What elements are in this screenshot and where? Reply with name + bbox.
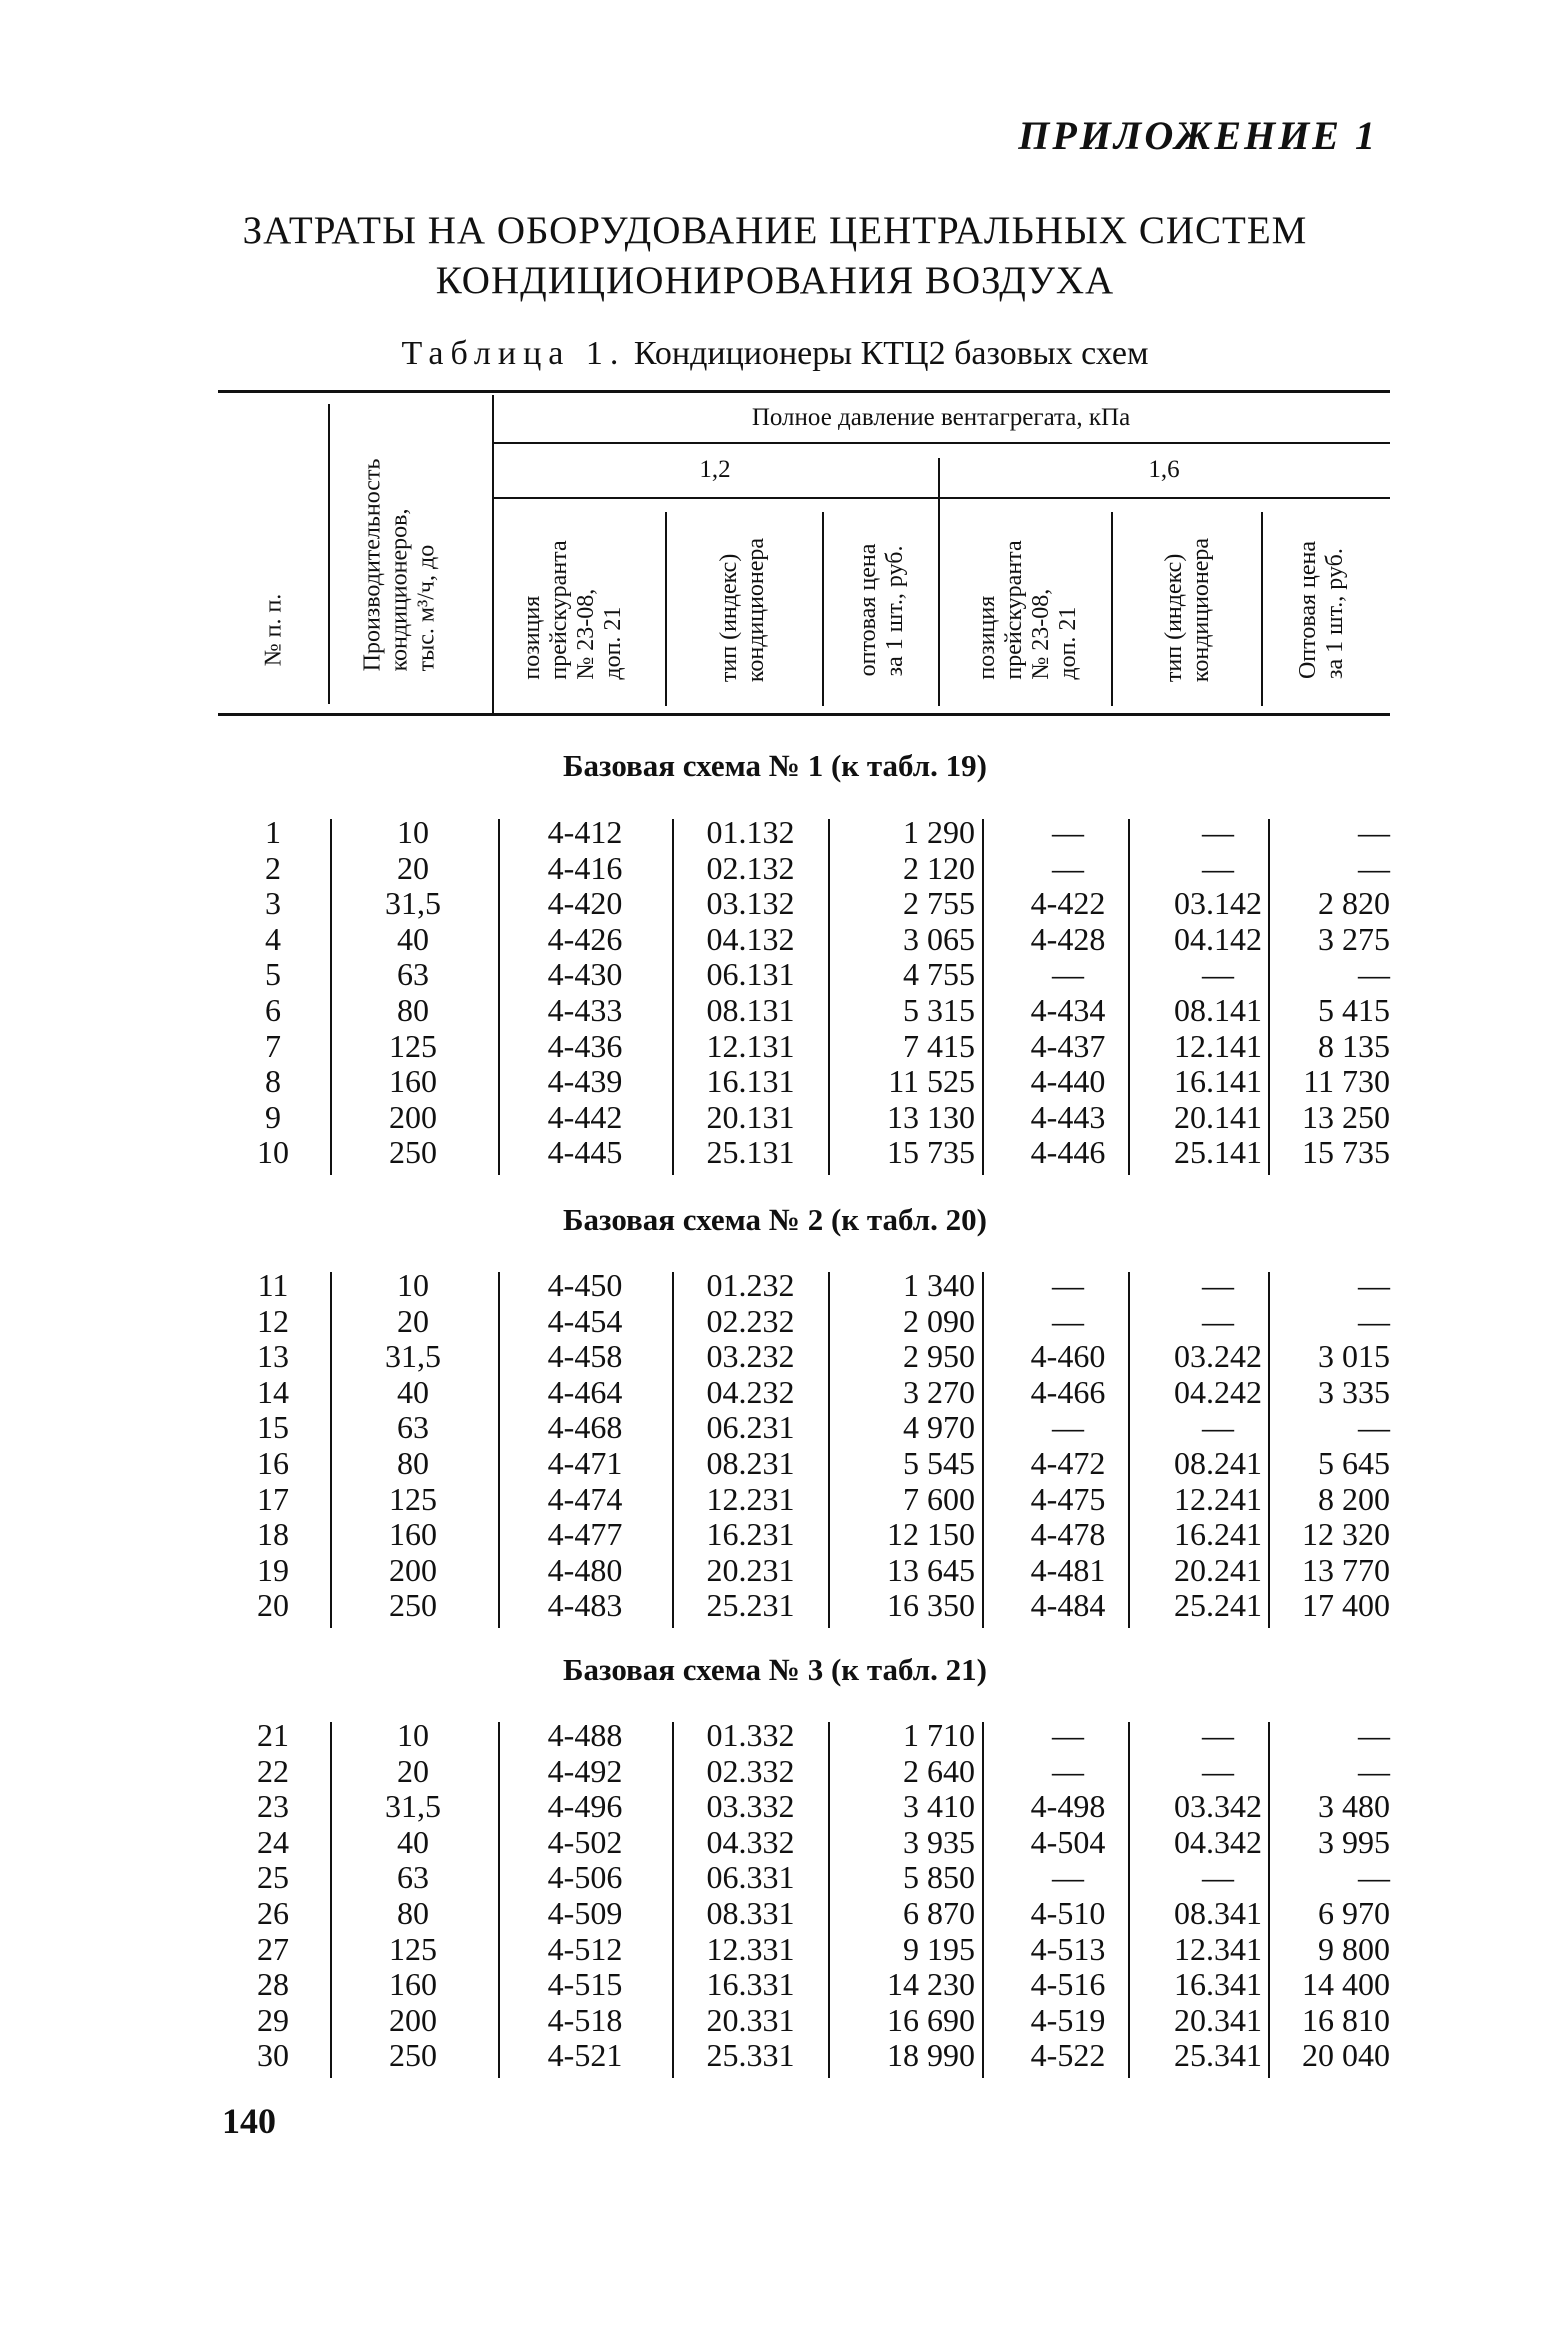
cell-type-1-2: 01.332 <box>706 1717 795 1753</box>
cell-price-1-6: 11 730 <box>1303 1063 1390 1100</box>
cell-capacity: 250 <box>389 1134 437 1171</box>
cell-position-1-2: 4-468 <box>547 1409 623 1446</box>
cell-type-1-2: 16.131 <box>706 1063 795 1100</box>
cell-position-1-6: — <box>1052 1409 1084 1446</box>
table-row <box>218 1410 1390 1446</box>
cell-position-1-6: 4-443 <box>1030 1098 1106 1135</box>
header-position-2: позиция прейскуранта № 23-08, доп. 21 <box>974 540 1081 680</box>
table-row <box>218 1789 1390 1825</box>
cell-type-1-6: — <box>1202 1859 1234 1896</box>
table-row <box>218 1304 1390 1340</box>
cell-type-1-2: 12.231 <box>706 1480 795 1517</box>
cell-row-number: 16 <box>257 1445 289 1481</box>
cell-capacity: 40 <box>397 1373 429 1410</box>
cell-position-1-2: 4-416 <box>547 849 623 886</box>
cell-type-1-2: 03.132 <box>706 885 795 922</box>
cell-price-1-6: — <box>1358 814 1390 850</box>
title-line-1: ЗАТРАТЫ НА ОБОРУДОВАНИЕ ЦЕНТРАЛЬНЫХ СИСТЕМ <box>242 209 1308 252</box>
cell-type-1-2: 25.331 <box>706 2037 795 2074</box>
cell-position-1-2: 4-412 <box>547 814 623 850</box>
cell-row-number: 13 <box>257 1338 289 1375</box>
cell-row-number: 22 <box>257 1752 289 1789</box>
cell-position-1-6: 4-437 <box>1030 1027 1106 1064</box>
cell-position-1-6: — <box>1052 849 1084 886</box>
cell-price-1-6: — <box>1358 956 1390 993</box>
cell-position-1-2: 4-442 <box>547 1098 623 1135</box>
cell-capacity: 200 <box>389 1551 437 1588</box>
cell-type-1-2: 06.331 <box>706 1859 795 1896</box>
cell-type-1-6: — <box>1202 849 1234 886</box>
cell-price-1-2: 5 850 <box>903 1859 975 1896</box>
cell-type-1-2: 12.331 <box>706 1930 795 1967</box>
cell-type-1-6: 16.341 <box>1174 1966 1262 2003</box>
cell-type-1-2: 08.231 <box>706 1445 795 1481</box>
cell-price-1-2: 4 970 <box>903 1409 975 1446</box>
section-table <box>218 1268 1390 1632</box>
cell-position-1-2: 4-450 <box>547 1267 623 1303</box>
cell-type-1-2: 20.131 <box>706 1098 795 1135</box>
cell-row-number: 4 <box>265 920 281 957</box>
table-row <box>218 1446 1390 1482</box>
table-row <box>218 851 1390 887</box>
cell-capacity: 125 <box>389 1480 437 1517</box>
cell-type-1-2: 08.131 <box>706 992 795 1028</box>
cell-row-number: 19 <box>257 1551 289 1588</box>
cell-position-1-6: — <box>1052 1267 1084 1303</box>
header-price-2: Оптовая цена за 1 шт., руб. <box>1295 540 1348 680</box>
cell-position-1-6: 4-478 <box>1030 1516 1106 1553</box>
cell-position-1-2: 4-426 <box>547 920 623 957</box>
cell-price-1-2: 2 640 <box>903 1752 975 1789</box>
cell-price-1-2: 2 755 <box>903 885 975 922</box>
cell-type-1-6: 08.241 <box>1174 1445 1262 1481</box>
cell-position-1-2: 4-454 <box>547 1302 623 1339</box>
table-row <box>218 2038 1390 2074</box>
cell-capacity: 160 <box>389 1516 437 1553</box>
header-type-2: тип (индекс) кондиционера <box>1161 537 1214 683</box>
cell-capacity: 80 <box>397 992 429 1028</box>
cell-type-1-6: — <box>1202 814 1234 850</box>
cell-position-1-6: — <box>1052 1717 1084 1753</box>
cell-type-1-2: 06.131 <box>706 956 795 993</box>
cell-type-1-2: 20.231 <box>706 1551 795 1588</box>
cell-price-1-2: 5 545 <box>903 1445 975 1481</box>
cell-position-1-6: — <box>1052 814 1084 850</box>
table-row <box>218 1268 1390 1304</box>
cell-position-1-6: 4-428 <box>1030 920 1106 957</box>
cell-price-1-6: 17 400 <box>1302 1587 1390 1624</box>
cell-capacity: 200 <box>389 1098 437 1135</box>
cell-type-1-6: 25.341 <box>1174 2037 1262 2074</box>
cell-price-1-2: 14 230 <box>887 1966 975 2003</box>
cell-price-1-6: — <box>1358 1859 1390 1896</box>
cell-price-1-2: 16 690 <box>887 2001 975 2038</box>
cell-type-1-2: 04.132 <box>706 920 795 957</box>
cell-price-1-2: 7 415 <box>903 1027 975 1064</box>
header-pressure-1-6: 1,6 <box>1148 456 1180 483</box>
cell-position-1-2: 4-521 <box>547 2037 623 2074</box>
cell-price-1-6: — <box>1358 1267 1390 1303</box>
section-title: Базовая схема № 3 (к табл. 21) <box>563 1652 987 1687</box>
header-pressure-1-2: 1,2 <box>699 456 731 483</box>
cell-row-number: 27 <box>257 1930 289 1967</box>
cell-capacity: 31,5 <box>385 885 441 922</box>
cell-row-number: 10 <box>257 1134 289 1171</box>
cell-row-number: 20 <box>257 1587 289 1624</box>
cell-price-1-2: 1 340 <box>903 1267 975 1303</box>
table-row <box>218 1482 1390 1518</box>
cell-price-1-2: 7 600 <box>903 1480 975 1517</box>
cell-type-1-2: 12.131 <box>706 1027 795 1064</box>
cell-price-1-6: 14 400 <box>1302 1966 1390 2003</box>
cell-position-1-2: 4-471 <box>547 1445 623 1481</box>
cell-position-1-6: — <box>1052 1752 1084 1789</box>
cell-type-1-6: 20.241 <box>1174 1551 1262 1588</box>
table-row <box>218 1135 1390 1171</box>
cell-row-number: 2 <box>265 849 281 886</box>
cell-capacity: 200 <box>389 2001 437 2038</box>
cell-price-1-6: 13 250 <box>1302 1098 1390 1135</box>
cell-capacity: 31,5 <box>385 1338 441 1375</box>
cell-capacity: 10 <box>397 1717 429 1753</box>
table-row <box>218 886 1390 922</box>
cell-capacity: 31,5 <box>385 1788 441 1825</box>
cell-row-number: 8 <box>265 1063 281 1100</box>
page-title <box>0 206 1550 306</box>
cell-price-1-6: 5 645 <box>1318 1445 1390 1481</box>
cell-row-number: 3 <box>265 885 281 922</box>
cell-row-number: 29 <box>257 2001 289 2038</box>
cell-type-1-6: 16.141 <box>1174 1063 1262 1100</box>
page-number: 140 <box>222 2101 276 2141</box>
cell-capacity: 40 <box>397 1823 429 1860</box>
cell-price-1-2: 13 130 <box>887 1098 975 1135</box>
table-row <box>218 1029 1390 1065</box>
table-row <box>218 1754 1390 1790</box>
cell-price-1-2: 11 525 <box>888 1063 975 1100</box>
cell-price-1-6: 3 480 <box>1318 1788 1390 1825</box>
cell-type-1-6: 08.341 <box>1174 1895 1262 1931</box>
cell-price-1-6: 13 770 <box>1302 1551 1390 1588</box>
cell-price-1-2: 2 120 <box>903 849 975 886</box>
cell-position-1-6: — <box>1052 1302 1084 1339</box>
cell-position-1-6: 4-510 <box>1030 1895 1106 1931</box>
table-row <box>218 1588 1390 1624</box>
cell-type-1-6: 03.342 <box>1174 1788 1262 1825</box>
cell-price-1-6: 8 135 <box>1318 1027 1390 1064</box>
header-price-1: оптовая цена за 1 шт., руб. <box>855 543 908 677</box>
cell-price-1-2: 3 410 <box>903 1788 975 1825</box>
cell-type-1-2: 16.331 <box>706 1966 795 2003</box>
cell-position-1-2: 4-445 <box>547 1134 623 1171</box>
cell-row-number: 24 <box>257 1823 289 1860</box>
cell-type-1-6: 20.341 <box>1174 2001 1262 2038</box>
table-row <box>218 1967 1390 2003</box>
cell-capacity: 20 <box>397 849 429 886</box>
cell-type-1-6: 25.241 <box>1174 1587 1262 1624</box>
table-row <box>218 815 1390 851</box>
cell-capacity: 125 <box>389 1930 437 1967</box>
cell-position-1-2: 4-502 <box>547 1823 623 1860</box>
table-row <box>218 1100 1390 1136</box>
cell-row-number: 9 <box>265 1098 281 1135</box>
cell-type-1-6: 04.242 <box>1174 1373 1262 1410</box>
cell-row-number: 5 <box>265 956 281 993</box>
cell-type-1-6: 12.341 <box>1174 1930 1262 1967</box>
cell-position-1-6: 4-475 <box>1030 1480 1106 1517</box>
cell-position-1-2: 4-477 <box>547 1516 623 1553</box>
cell-type-1-6: 20.141 <box>1174 1098 1262 1135</box>
table-row <box>218 1339 1390 1375</box>
table-caption <box>0 335 1550 373</box>
cell-price-1-6: 15 735 <box>1302 1134 1390 1171</box>
cell-type-1-2: 02.232 <box>706 1302 795 1339</box>
header-pressure: Полное давление вентагрегата, кПа <box>751 404 1131 431</box>
cell-type-1-6: 12.141 <box>1174 1027 1262 1064</box>
cell-price-1-6: 3 335 <box>1318 1373 1390 1410</box>
cell-position-1-6: — <box>1052 956 1084 993</box>
cell-position-1-6: — <box>1052 1859 1084 1896</box>
cell-type-1-6: 08.141 <box>1174 992 1262 1028</box>
cell-type-1-6: 16.241 <box>1174 1516 1262 1553</box>
cell-type-1-6: 03.242 <box>1174 1338 1262 1375</box>
cell-price-1-6: 3 015 <box>1318 1338 1390 1375</box>
appendix-label: ПРИЛОЖЕНИЕ 1 <box>1018 113 1378 158</box>
cell-row-number: 6 <box>265 992 281 1028</box>
cell-type-1-2: 02.132 <box>706 849 795 886</box>
table-row <box>218 957 1390 993</box>
header-position-1: позиция прейскуранта № 23-08, доп. 21 <box>519 540 626 680</box>
cell-price-1-2: 3 065 <box>903 920 975 957</box>
cell-capacity: 10 <box>397 1267 429 1303</box>
cell-position-1-2: 4-464 <box>547 1373 623 1410</box>
header-type-1: тип (индекс) кондиционера <box>716 537 769 683</box>
cell-row-number: 12 <box>257 1302 289 1339</box>
table-row <box>218 922 1390 958</box>
cell-type-1-6: — <box>1202 956 1234 993</box>
cell-capacity: 63 <box>397 956 429 993</box>
cell-position-1-6: 4-472 <box>1030 1445 1106 1481</box>
cell-price-1-2: 6 870 <box>903 1895 975 1931</box>
cell-price-1-6: — <box>1358 1752 1390 1789</box>
cell-price-1-2: 4 755 <box>903 956 975 993</box>
table-row <box>218 1553 1390 1589</box>
cell-position-1-6: 4-522 <box>1030 2037 1106 2074</box>
cell-price-1-6: 6 970 <box>1318 1895 1390 1931</box>
cell-capacity: 125 <box>389 1027 437 1064</box>
table-row <box>218 1517 1390 1553</box>
cell-position-1-2: 4-488 <box>547 1717 623 1753</box>
cell-row-number: 28 <box>257 1966 289 2003</box>
cell-price-1-2: 9 195 <box>903 1930 975 1967</box>
cell-type-1-2: 16.231 <box>706 1516 795 1553</box>
cell-type-1-2: 03.332 <box>706 1788 795 1825</box>
cell-position-1-6: 4-484 <box>1030 1587 1106 1624</box>
cell-price-1-2: 2 090 <box>903 1302 975 1339</box>
cell-type-1-2: 08.331 <box>706 1895 795 1931</box>
table-row <box>218 1375 1390 1411</box>
cell-row-number: 15 <box>257 1409 289 1446</box>
cell-position-1-2: 4-474 <box>547 1480 623 1517</box>
cell-price-1-2: 3 935 <box>903 1823 975 1860</box>
cell-row-number: 23 <box>257 1788 289 1825</box>
cell-capacity: 80 <box>397 1445 429 1481</box>
section-title: Базовая схема № 2 (к табл. 20) <box>563 1202 987 1237</box>
cell-capacity: 160 <box>389 1063 437 1100</box>
table-header <box>218 390 1390 716</box>
cell-price-1-2: 12 150 <box>887 1516 975 1553</box>
cell-position-1-2: 4-496 <box>547 1788 623 1825</box>
cell-price-1-6: 20 040 <box>1302 2037 1390 2074</box>
cell-position-1-2: 4-433 <box>547 992 623 1028</box>
cell-position-1-2: 4-483 <box>547 1587 623 1624</box>
cell-type-1-2: 04.232 <box>706 1373 795 1410</box>
cell-type-1-2: 01.132 <box>706 814 795 850</box>
cell-row-number: 1 <box>265 814 281 850</box>
table-row <box>218 1896 1390 1932</box>
cell-price-1-2: 13 645 <box>887 1551 975 1588</box>
cell-position-1-6: 4-504 <box>1030 1823 1106 1860</box>
cell-price-1-6: 3 275 <box>1318 920 1390 957</box>
cell-price-1-2: 1 710 <box>903 1717 975 1753</box>
header-row-number: № п. п. <box>260 593 287 667</box>
cell-position-1-2: 4-509 <box>547 1895 623 1931</box>
cell-type-1-2: 02.332 <box>706 1752 795 1789</box>
cell-price-1-2: 18 990 <box>887 2037 975 2074</box>
cell-capacity: 250 <box>389 1587 437 1624</box>
cell-price-1-6: 2 820 <box>1318 885 1390 922</box>
cell-position-1-6: 4-498 <box>1030 1788 1106 1825</box>
cell-row-number: 7 <box>265 1027 281 1064</box>
table-caption-text: Кондиционеры КТЦ2 базовых схем <box>633 335 1149 372</box>
cell-position-1-2: 4-512 <box>547 1930 623 1967</box>
cell-type-1-6: — <box>1202 1302 1234 1339</box>
cell-capacity: 20 <box>397 1752 429 1789</box>
cell-position-1-6: 4-513 <box>1030 1930 1106 1967</box>
cell-type-1-6: — <box>1202 1752 1234 1789</box>
cell-row-number: 26 <box>257 1895 289 1931</box>
cell-type-1-6: 03.142 <box>1174 885 1262 922</box>
cell-row-number: 18 <box>257 1516 289 1553</box>
table-caption-label: Таблица 1. <box>401 335 626 372</box>
cell-capacity: 160 <box>389 1966 437 2003</box>
cell-price-1-6: 8 200 <box>1318 1480 1390 1517</box>
table-row <box>218 1932 1390 1968</box>
cell-type-1-2: 25.131 <box>706 1134 795 1171</box>
section-table <box>218 815 1390 1179</box>
cell-position-1-2: 4-515 <box>547 1966 623 2003</box>
cell-capacity: 20 <box>397 1302 429 1339</box>
cell-price-1-2: 2 950 <box>903 1338 975 1375</box>
cell-type-1-2: 01.232 <box>706 1267 795 1303</box>
cell-type-1-6: 04.142 <box>1174 920 1262 957</box>
cell-position-1-2: 4-458 <box>547 1338 623 1375</box>
table-row <box>218 1718 1390 1754</box>
cell-position-1-2: 4-480 <box>547 1551 623 1588</box>
cell-type-1-2: 25.231 <box>706 1587 795 1624</box>
cell-price-1-2: 16 350 <box>887 1587 975 1624</box>
cell-type-1-2: 20.331 <box>706 2001 795 2038</box>
cell-type-1-2: 06.231 <box>706 1409 795 1446</box>
cell-position-1-6: 4-481 <box>1030 1551 1106 1588</box>
cell-type-1-6: — <box>1202 1267 1234 1303</box>
cell-position-1-6: 4-519 <box>1030 2001 1106 2038</box>
cell-type-1-6: — <box>1202 1409 1234 1446</box>
cell-type-1-2: 03.232 <box>706 1338 795 1375</box>
cell-price-1-6: — <box>1358 849 1390 886</box>
cell-price-1-6: 9 800 <box>1318 1930 1390 1967</box>
cell-price-1-6: 3 995 <box>1318 1823 1390 1860</box>
section-title: Базовая схема № 1 (к табл. 19) <box>563 748 987 783</box>
table-row <box>218 1064 1390 1100</box>
title-line-2: КОНДИЦИОНИРОВАНИЯ ВОЗДУХА <box>435 259 1115 302</box>
cell-price-1-6: 16 810 <box>1302 2001 1390 2038</box>
cell-position-1-6: 4-516 <box>1030 1966 1106 2003</box>
cell-type-1-6: 25.141 <box>1174 1134 1262 1171</box>
cell-type-1-6: 04.342 <box>1174 1823 1262 1860</box>
cell-price-1-6: 12 320 <box>1302 1516 1390 1553</box>
table-row <box>218 2003 1390 2039</box>
cell-position-1-6: 4-434 <box>1030 992 1106 1028</box>
table-row <box>218 1860 1390 1896</box>
cell-position-1-2: 4-420 <box>547 885 623 922</box>
header-capacity: Производительность кондиционеров, тыс. м³/ч, до <box>359 458 440 672</box>
cell-position-1-6: 4-422 <box>1030 885 1106 922</box>
cell-capacity: 63 <box>397 1859 429 1896</box>
cell-price-1-2: 3 270 <box>903 1373 975 1410</box>
cell-position-1-2: 4-439 <box>547 1063 623 1100</box>
cell-row-number: 30 <box>257 2037 289 2074</box>
cell-price-1-6: — <box>1358 1409 1390 1446</box>
cell-row-number: 14 <box>257 1373 289 1410</box>
cell-position-1-2: 4-430 <box>547 956 623 993</box>
cell-price-1-2: 5 315 <box>903 992 975 1028</box>
cell-position-1-6: 4-446 <box>1030 1134 1106 1171</box>
cell-capacity: 40 <box>397 920 429 957</box>
cell-row-number: 17 <box>257 1480 289 1517</box>
cell-capacity: 80 <box>397 1895 429 1931</box>
cell-price-1-2: 15 735 <box>887 1134 975 1171</box>
cell-row-number: 11 <box>257 1267 289 1303</box>
cell-price-1-6: 5 415 <box>1318 992 1390 1028</box>
cell-capacity: 250 <box>389 2037 437 2074</box>
cell-type-1-2: 04.332 <box>706 1823 795 1860</box>
cell-price-1-2: 1 290 <box>903 814 975 850</box>
cell-position-1-6: 4-440 <box>1030 1063 1106 1100</box>
cell-price-1-6: — <box>1358 1717 1390 1753</box>
table-row <box>218 993 1390 1029</box>
cell-type-1-6: 12.241 <box>1174 1480 1262 1517</box>
cell-position-1-2: 4-518 <box>547 2001 623 2038</box>
section-table <box>218 1718 1390 2082</box>
cell-position-1-2: 4-436 <box>547 1027 623 1064</box>
cell-position-1-2: 4-506 <box>547 1859 623 1896</box>
cell-position-1-6: 4-460 <box>1030 1338 1106 1375</box>
cell-type-1-6: — <box>1202 1717 1234 1753</box>
cell-position-1-6: 4-466 <box>1030 1373 1106 1410</box>
cell-row-number: 25 <box>257 1859 289 1896</box>
cell-price-1-6: — <box>1358 1302 1390 1339</box>
cell-capacity: 63 <box>397 1409 429 1446</box>
table-row <box>218 1825 1390 1861</box>
cell-position-1-2: 4-492 <box>547 1752 623 1789</box>
cell-capacity: 10 <box>397 814 429 850</box>
cell-row-number: 21 <box>257 1717 289 1753</box>
